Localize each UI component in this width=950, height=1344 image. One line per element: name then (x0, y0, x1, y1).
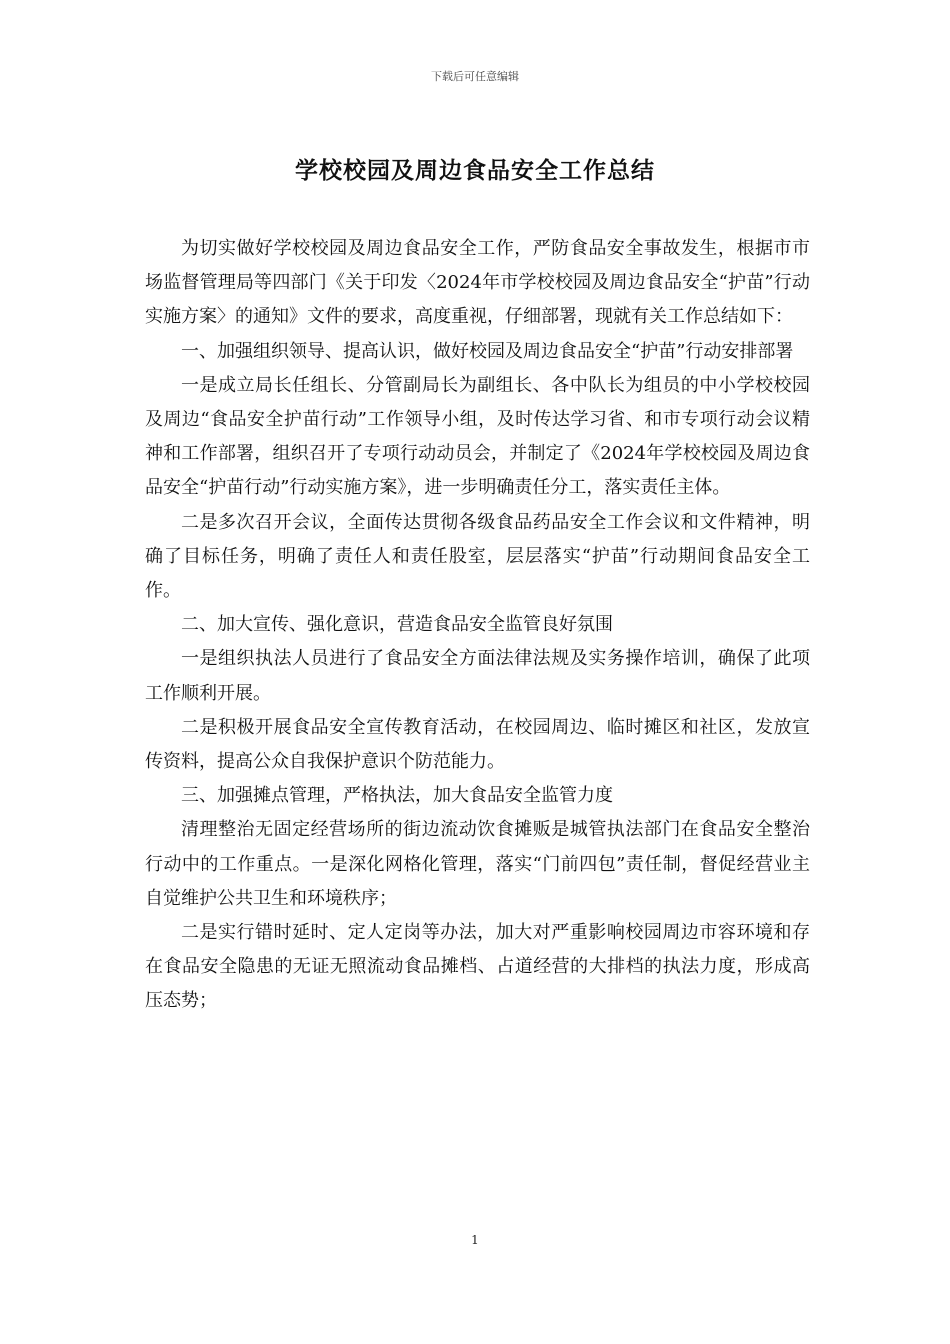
paragraph-intro: 为切实做好学校校园及周边食品安全工作，严防食品安全事故发生，根据市市场监督管理局等四部门《关于印发〈2024年市学校校园及周边食品安全“护苗”行动实施方案〉的通知》文件的要求，高度重视，仔细部署，现就有关工作总结如下： (145, 238, 810, 328)
paragraph: 二是实行错时延时、定人定岗等办法，加大对严重影响校园周边市容环境和存在食品安全隐患的无证无照流动食品摊档、占道经营的大排档的执法力度，形成高压态势； (145, 922, 810, 1012)
paragraph: 二是多次召开会议，全面传达贯彻各级食品药品安全工作会议和文件精神，明确了目标任务，明确了责任人和责任股室，层层落实“护苗”行动期间食品安全工作。 (145, 511, 810, 602)
paragraph: 清理整治无固定经营场所的街边流动饮食摊贩是城管执法部门在食品安全整治行动中的工作重点。一是深化网格化管理，落实“门前四包”责任制，督促经营业主自觉维护公共卫生和环境秩序； (145, 819, 810, 909)
document-body (145, 232, 810, 1019)
header-note: 下载后可任意编辑 (431, 70, 519, 83)
section-heading-1: 一、加强组织领导、提高认识，做好校园及周边食品安全“护苗”行动安排部署 (181, 340, 794, 362)
section-heading-3: 三、加强摊点管理，严格执法，加大食品安全监管力度 (181, 785, 613, 807)
section-heading-2: 二、加大宣传、强化意识，营造食品安全监管良好氛围 (181, 614, 613, 636)
paragraph: 一是组织执法人员进行了食品安全方面法律法规及实务操作培训，确保了此项工作顺利开展。 (145, 648, 810, 704)
page-number: 1 (471, 1233, 479, 1247)
document-title: 学校校园及周边食品安全工作总结 (295, 158, 655, 184)
paragraph: 二是积极开展食品安全宣传教育活动，在校园周边、临时摊区和社区，发放宣传资料，提高公众自我保护意识个防范能力。 (145, 716, 810, 773)
paragraph: 一是成立局长任组长、分管副局长为副组长、各中队长为组员的中小学校校园及周边“食品安全护苗行动”工作领导小组，及时传达学习省、和市专项行动会议精神和工作部署，组织召开了专项行动动员会，并制定了《2024年学校校园及周边食品安全“护苗行动”行动实施方案》，进一步明确责任分工，落实责任主体。 (145, 374, 810, 499)
